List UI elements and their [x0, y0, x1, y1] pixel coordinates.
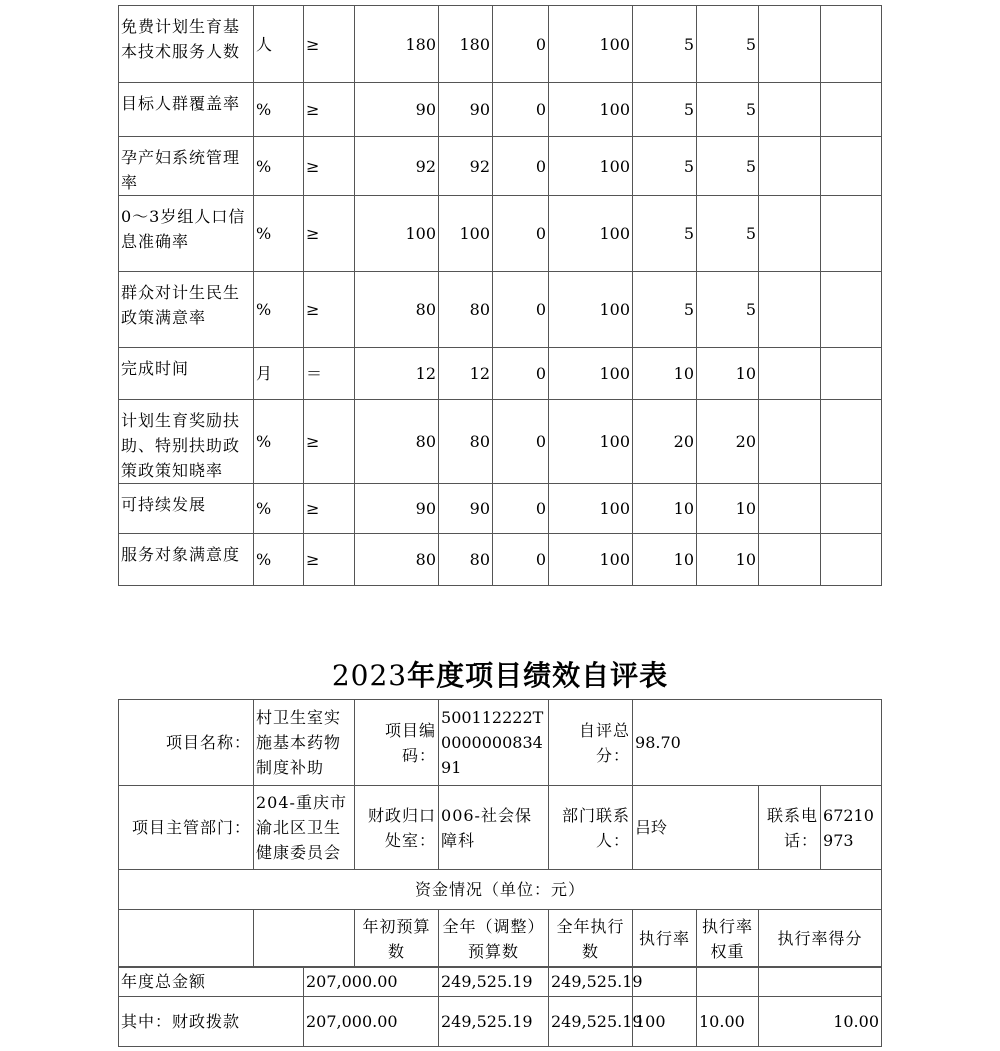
funds-row-weight: 10.00: [697, 997, 759, 1047]
funds-row-initial: 207,000.00: [304, 967, 439, 997]
indicator-deviation: 0: [493, 400, 549, 484]
indicator-rate: 100: [549, 534, 633, 586]
table-row: [119, 967, 882, 997]
funds-row-adjusted: 249,525.19: [439, 997, 549, 1047]
indicator-actual: 80: [439, 400, 493, 484]
indicator-empty-1: [759, 6, 821, 83]
indicator-rate: 100: [549, 272, 633, 348]
indicator-target: 100: [355, 196, 439, 272]
indicator-unit: %: [254, 484, 304, 534]
indicator-table: [118, 5, 882, 586]
score-label: 自评总分：: [549, 700, 633, 786]
indicator-deviation: 0: [493, 484, 549, 534]
self-evaluation-form: [118, 699, 882, 998]
table-row: [119, 83, 882, 137]
funds-header-rate: 执行率: [633, 910, 697, 968]
indicator-actual: 12: [439, 348, 493, 400]
dept: 204-重庆市渝北区卫生健康委员会: [254, 786, 355, 870]
indicator-target: 180: [355, 6, 439, 83]
indicator-operator: ≥: [304, 272, 355, 348]
indicator-score: 5: [697, 83, 759, 137]
funds-header-weight: 执行率权重: [697, 910, 759, 968]
indicator-weight: 5: [633, 196, 697, 272]
indicator-weight: 5: [633, 272, 697, 348]
funds-header-adjusted: 全年（调整）预算数: [439, 910, 549, 968]
indicator-weight: 5: [633, 137, 697, 196]
indicator-weight: 10: [633, 484, 697, 534]
funds-header-empty-2: [254, 910, 355, 968]
indicator-name: 免费计划生育基本技术服务人数: [119, 6, 254, 83]
indicator-empty-1: [759, 534, 821, 586]
indicator-operator: ≥: [304, 137, 355, 196]
indicator-empty-1: [759, 348, 821, 400]
indicator-target: 92: [355, 137, 439, 196]
indicator-empty-1: [759, 83, 821, 137]
funds-row-weight: [697, 967, 759, 997]
finance-label: 财政归口处室：: [355, 786, 439, 870]
table-row: [119, 6, 882, 83]
funds-row-executed: 249,525.19: [549, 967, 633, 997]
indicator-rate: 100: [549, 484, 633, 534]
indicator-unit: 月: [254, 348, 304, 400]
indicator-name: 可持续发展: [119, 484, 254, 534]
title-text: 年度项目绩效自评表: [407, 659, 669, 692]
indicator-rate: 100: [549, 137, 633, 196]
indicator-name: 0～3岁组人口信息准确率: [119, 196, 254, 272]
finance: 006-社会保障科: [439, 786, 549, 870]
contact: 吕玲: [633, 786, 759, 870]
indicator-score: 5: [697, 137, 759, 196]
indicator-score: 10: [697, 484, 759, 534]
indicator-name: 服务对象满意度: [119, 534, 254, 586]
indicator-empty-2: [821, 196, 882, 272]
indicator-target: 80: [355, 400, 439, 484]
funds-row-executed: 249,525.19: [549, 997, 633, 1047]
indicator-rate: 100: [549, 400, 633, 484]
indicator-deviation: 0: [493, 137, 549, 196]
project-name: 村卫生室实施基本药物制度补助: [254, 700, 355, 786]
indicator-unit: %: [254, 534, 304, 586]
indicator-actual: 80: [439, 272, 493, 348]
indicator-unit: %: [254, 196, 304, 272]
project-code: 500112222T000000083491: [439, 700, 549, 786]
indicator-rate: 100: [549, 348, 633, 400]
indicator-rate: 100: [549, 6, 633, 83]
indicator-score: 5: [697, 6, 759, 83]
indicator-score: 10: [697, 534, 759, 586]
indicator-empty-1: [759, 400, 821, 484]
funds-row-initial: 207,000.00: [304, 997, 439, 1047]
table-row: [119, 348, 882, 400]
project-name-label: 项目名称：: [119, 700, 254, 786]
indicator-target: 80: [355, 534, 439, 586]
funds-row-label: 年度总金额: [119, 967, 304, 997]
indicator-operator: ≥: [304, 196, 355, 272]
indicator-target: 90: [355, 83, 439, 137]
funds-row-label: 其中：财政拨款: [119, 997, 304, 1047]
indicator-operator: ≥: [304, 400, 355, 484]
indicator-empty-2: [821, 348, 882, 400]
table-row: [119, 997, 882, 1047]
indicator-actual: 180: [439, 6, 493, 83]
project-code-label: 项目编码：: [355, 700, 439, 786]
indicator-deviation: 0: [493, 83, 549, 137]
indicator-empty-2: [821, 534, 882, 586]
indicator-target: 90: [355, 484, 439, 534]
indicator-deviation: 0: [493, 6, 549, 83]
funds-row-adjusted: 249,525.19: [439, 967, 549, 997]
funds-row-score: [759, 967, 882, 997]
funds-header-score: 执行率得分: [759, 910, 882, 968]
indicator-empty-1: [759, 484, 821, 534]
page-title: [0, 654, 1000, 694]
dept-label: 项目主管部门：: [119, 786, 254, 870]
table-row: [119, 400, 882, 484]
phone-label: 联系电话：: [759, 786, 821, 870]
funds-row-rate: 100: [633, 997, 697, 1047]
funds-header-empty: [119, 910, 254, 968]
indicator-actual: 80: [439, 534, 493, 586]
table-row: [119, 137, 882, 196]
indicator-empty-1: [759, 137, 821, 196]
indicator-weight: 10: [633, 348, 697, 400]
indicator-operator: ≥: [304, 83, 355, 137]
phone: 67210973: [821, 786, 882, 870]
table-row: [119, 196, 882, 272]
indicator-unit: %: [254, 272, 304, 348]
indicator-empty-2: [821, 484, 882, 534]
funds-row-score: 10.00: [759, 997, 882, 1047]
indicator-score: 5: [697, 196, 759, 272]
funds-header-executed: 全年执行数: [549, 910, 633, 968]
indicator-rate: 100: [549, 83, 633, 137]
indicator-empty-2: [821, 83, 882, 137]
indicator-score: 5: [697, 272, 759, 348]
indicator-empty-2: [821, 137, 882, 196]
indicator-actual: 92: [439, 137, 493, 196]
indicator-deviation: 0: [493, 196, 549, 272]
indicator-weight: 5: [633, 83, 697, 137]
indicator-rate: 100: [549, 196, 633, 272]
table-row: [119, 272, 882, 348]
indicator-actual: 100: [439, 196, 493, 272]
indicator-empty-2: [821, 6, 882, 83]
indicator-name: 完成时间: [119, 348, 254, 400]
indicator-actual: 90: [439, 83, 493, 137]
indicator-actual: 90: [439, 484, 493, 534]
indicator-operator: ＝: [304, 348, 355, 400]
indicator-name: 计划生育奖励扶助、特别扶助政策政策知晓率: [119, 400, 254, 484]
indicator-name: 群众对计生民生政策满意率: [119, 272, 254, 348]
funds-section-title: 资金情况（单位：元）: [119, 870, 882, 910]
funds-table: [118, 966, 882, 1047]
indicator-weight: 20: [633, 400, 697, 484]
indicator-weight: 10: [633, 534, 697, 586]
indicator-target: 80: [355, 272, 439, 348]
indicator-weight: 5: [633, 6, 697, 83]
indicator-operator: ≥: [304, 534, 355, 586]
indicator-operator: ≥: [304, 484, 355, 534]
indicator-empty-2: [821, 400, 882, 484]
title-year: 2023: [331, 659, 408, 692]
contact-label: 部门联系人：: [549, 786, 633, 870]
indicator-name: 孕产妇系统管理率: [119, 137, 254, 196]
indicator-unit: 人: [254, 6, 304, 83]
score: 98.70: [633, 700, 882, 786]
indicator-unit: %: [254, 83, 304, 137]
indicator-unit: %: [254, 137, 304, 196]
indicator-unit: %: [254, 400, 304, 484]
indicator-score: 10: [697, 348, 759, 400]
indicator-empty-2: [821, 272, 882, 348]
indicator-name: 目标人群覆盖率: [119, 83, 254, 137]
indicator-deviation: 0: [493, 272, 549, 348]
table-row: [119, 534, 882, 586]
table-row: [119, 484, 882, 534]
indicator-empty-1: [759, 272, 821, 348]
indicator-operator: ≥: [304, 6, 355, 83]
indicator-target: 12: [355, 348, 439, 400]
indicator-deviation: 0: [493, 348, 549, 400]
indicator-empty-1: [759, 196, 821, 272]
funds-header-initial: 年初预算数: [355, 910, 439, 968]
indicator-score: 20: [697, 400, 759, 484]
indicator-deviation: 0: [493, 534, 549, 586]
